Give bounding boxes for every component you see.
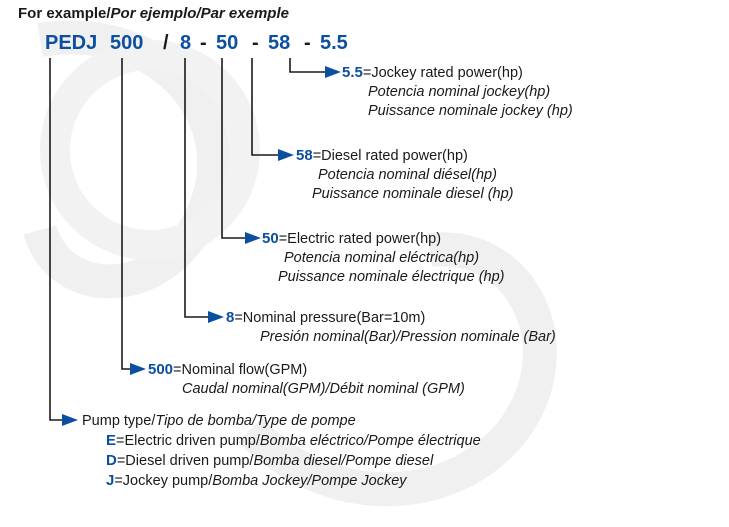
callout-electric-key: 50 [262,230,279,247]
callout-pressure-en: =Nominal pressure(Bar=10m) [234,310,426,326]
code-part-pressure: 8 [180,32,192,54]
pump-type-row-j [82,471,481,491]
code-part-slash: / [163,32,169,54]
callout-flow-esfr: Caudal nominal(GPM)/Débit nominal (GPM) [182,381,465,397]
callout-flow-en: =Nominal flow(GPM) [173,362,308,378]
callout-flow-key: 500 [148,361,174,378]
pump-type-en-j: =Jockey pump/ [114,473,213,489]
callout-nominal-pressure [226,308,556,347]
code-part-dash-2: - [252,32,259,54]
callout-jockey-fr: Puissance nominale jockey (hp) [368,103,573,119]
code-part-diesel: 58 [268,32,291,54]
pump-type-title-it: Tipo de bomba/Type de pompe [155,413,356,429]
callout-pump-type [82,411,481,491]
pump-type-row-d [82,451,481,471]
code-part-dash-1: - [200,32,207,54]
page-title-italic: Por ejemplo/Par exemple [110,5,289,22]
callout-diesel-fr: Puissance nominale diesel (hp) [312,186,514,202]
page-title [18,5,289,22]
callout-pressure-esfr: Presión nominal(Bar)/Pression nominale (Bar) [260,329,556,345]
callout-electric-en: =Electric rated power(hp) [278,231,442,247]
pump-type-it-e: Bomba eléctrico/Pompe électrique [259,433,481,449]
code-part-electric: 50 [216,32,239,54]
callout-diesel-key: 58 [296,147,313,164]
callout-jockey-power [342,63,573,121]
callout-diesel-en: =Diesel rated power(hp) [312,148,468,164]
callout-electric-fr: Puissance nominale électrique (hp) [278,269,505,285]
pump-type-key-j: J [106,472,115,489]
pump-type-key-e: E [106,432,117,449]
callout-jockey-es: Potencia nominal jockey(hp) [368,84,551,100]
page-title-prefix: For example/ [18,5,111,22]
callout-diesel-es: Potencia nominal diésel(hp) [318,167,497,183]
callout-electric-es: Potencia nominal eléctrica(hp) [284,250,480,266]
callout-nominal-flow [148,360,465,399]
callout-jockey-en: =Jockey rated power(hp) [362,65,523,81]
callout-pressure-key: 8 [226,309,235,326]
callout-electric-power [262,229,505,287]
pump-type-en-e: =Electric driven pump/ [116,433,260,449]
pump-type-title-en: Pump type/ [82,413,156,429]
callout-diesel-power [296,146,514,204]
pump-type-key-d: D [106,452,117,469]
pump-type-en-d: =Diesel driven pump/ [116,453,254,469]
code-part-flow: 500 [110,32,144,54]
code-part-jockey: 5.5 [320,32,348,54]
pump-type-it-j: Bomba Jockey/Pompe Jockey [212,473,407,489]
pump-type-it-d: Bomba diesel/Pompe diesel [253,453,434,469]
code-part-pedj: PEDJ [45,32,98,54]
callout-jockey-key: 5.5 [342,64,363,81]
code-part-dash-3: - [304,32,311,54]
pump-type-row-e [82,431,481,451]
